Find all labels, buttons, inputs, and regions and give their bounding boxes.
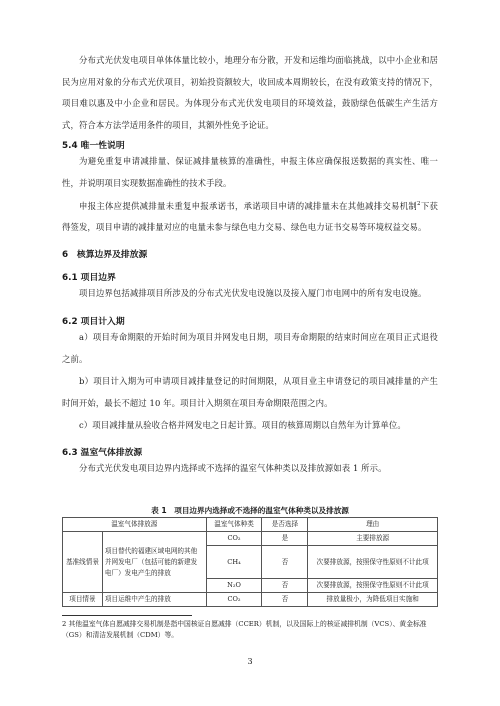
page-number: 3 [247, 657, 253, 666]
header-selected: 是否选择 [262, 518, 308, 532]
selected-cell: 是 [262, 532, 308, 546]
gas-cell: CH₄ [206, 546, 262, 579]
header-gas: 温室气体种类 [206, 518, 262, 532]
reason-cell: 主要排放源 [308, 532, 438, 546]
gas-cell: N₂O [206, 579, 262, 593]
paragraph-uniqueness-2 [62, 194, 438, 239]
table-title: 表 1 项目边界内选择或不选择的温室气体种类以及排放源 [151, 506, 349, 515]
heading-6-1: 6.1 项目边界 [62, 273, 116, 283]
heading-6-3: 6.3 温室气体排放源 [62, 448, 143, 458]
footnote-divider [62, 615, 192, 616]
paragraph-additionality: 分布式光伏发电项目单体体量比较小，地理分布分散，开发和运维均面临挑战，以中小企业和居民为应用对象的分布式光伏项目，初始投资额较大，收回成本周期较长，在没有政策支持的情况下，项目难以惠及中小企业和居民。为体现分布式光伏发电项目的环境效益，鼓励绿色低碳生产生活方式，符合本方法学适用条件的项目，其额外性免予论证。 [62, 55, 438, 130]
reason-cell: 排放量极小，为降低项目实施和 [308, 593, 438, 607]
gas-cell: CO₂ [206, 532, 262, 546]
selected-cell: 否 [262, 593, 308, 607]
table-row [63, 532, 438, 546]
paragraph-period-b: b）项目计入期为可申请项目减排量登记的时间期限，从项目业主申请登记的项目减排量的产生时间开始，最长不超过 10 年。项目计入期须在项目寿命期限范围之内。 [62, 376, 438, 408]
paragraph-uniqueness-2-part1: 申报主体应提供减排量未重复申报承诺书，承诺项目申请的减排量未在其他减排交易机制 [79, 200, 418, 211]
heading-5-4: 5.4 唯一性说明 [62, 141, 125, 151]
reason-cell: 次要排放源，按照保守性原则不计此项 [308, 546, 438, 579]
reason-cell: 次要排放源，按照保守性原则不计此项 [308, 579, 438, 593]
paragraph-ghg-intro: 分布式光伏发电项目边界内选择或不选择的温室气体种类以及排放源如表 1 所示。 [79, 463, 387, 473]
paragraph-period-c: c）项目减排量从验收合格并网发电之日起计算。项目的核算周期以自然年为计算单位。 [79, 420, 406, 430]
project-emission-source: 项目运维中产生的排放 [102, 593, 206, 607]
table-header-row [63, 518, 438, 532]
heading-6-2: 6.2 项目计入期 [62, 317, 125, 327]
paragraph-project-boundary: 项目边界包括减排项目所涉及的分布式光伏发电设施以及接入厦门市电网中的所有发电设施。 [79, 288, 427, 298]
paragraph-period-a: a）项目寿命期限的开始时间为项目并网发电日期，项目寿命期限的结束时间应在项目正式退役之前。 [62, 332, 438, 364]
baseline-scenario-label: 基准线情景 [63, 532, 103, 593]
baseline-emission-source: 项目替代的福建区域电网的其他并网发电厂（包括可能的新建发电厂）发电产生的排放 [102, 532, 206, 593]
footnote-ref-2: 2 [417, 201, 421, 207]
project-scenario-label: 项目情景 [63, 593, 103, 607]
header-reason: 理由 [308, 518, 438, 532]
gas-cell: CO₂ [206, 593, 262, 607]
table-row [63, 593, 438, 607]
footnote-2: 2 其他温室气体自愿减排交易机制是指中国核证自愿减排（CCER）机制，以及国际上的核证减排机制（VCS）、黄金标准（GS）和清洁发展机制（CDM）等。 [62, 620, 427, 639]
header-source: 温室气体排放源 [63, 518, 207, 532]
paragraph-uniqueness-1: 为避免重复申请减排量、保证减排量核算的准确性，申报主体应确保报送数据的真实性、唯一性，并说明项目实现数据准确性的技术手段。 [62, 156, 438, 188]
selected-cell: 否 [262, 546, 308, 579]
heading-6: 6 核算边界及排放源 [62, 250, 148, 260]
selected-cell: 否 [262, 579, 308, 593]
paragraph-uniqueness-2-part2: 下获得签发，项目申请的减排量对应的电量未参与绿色电力交易、绿色电力证书交易等环境权益交易。 [62, 200, 438, 233]
ghg-sources-table [62, 517, 438, 607]
